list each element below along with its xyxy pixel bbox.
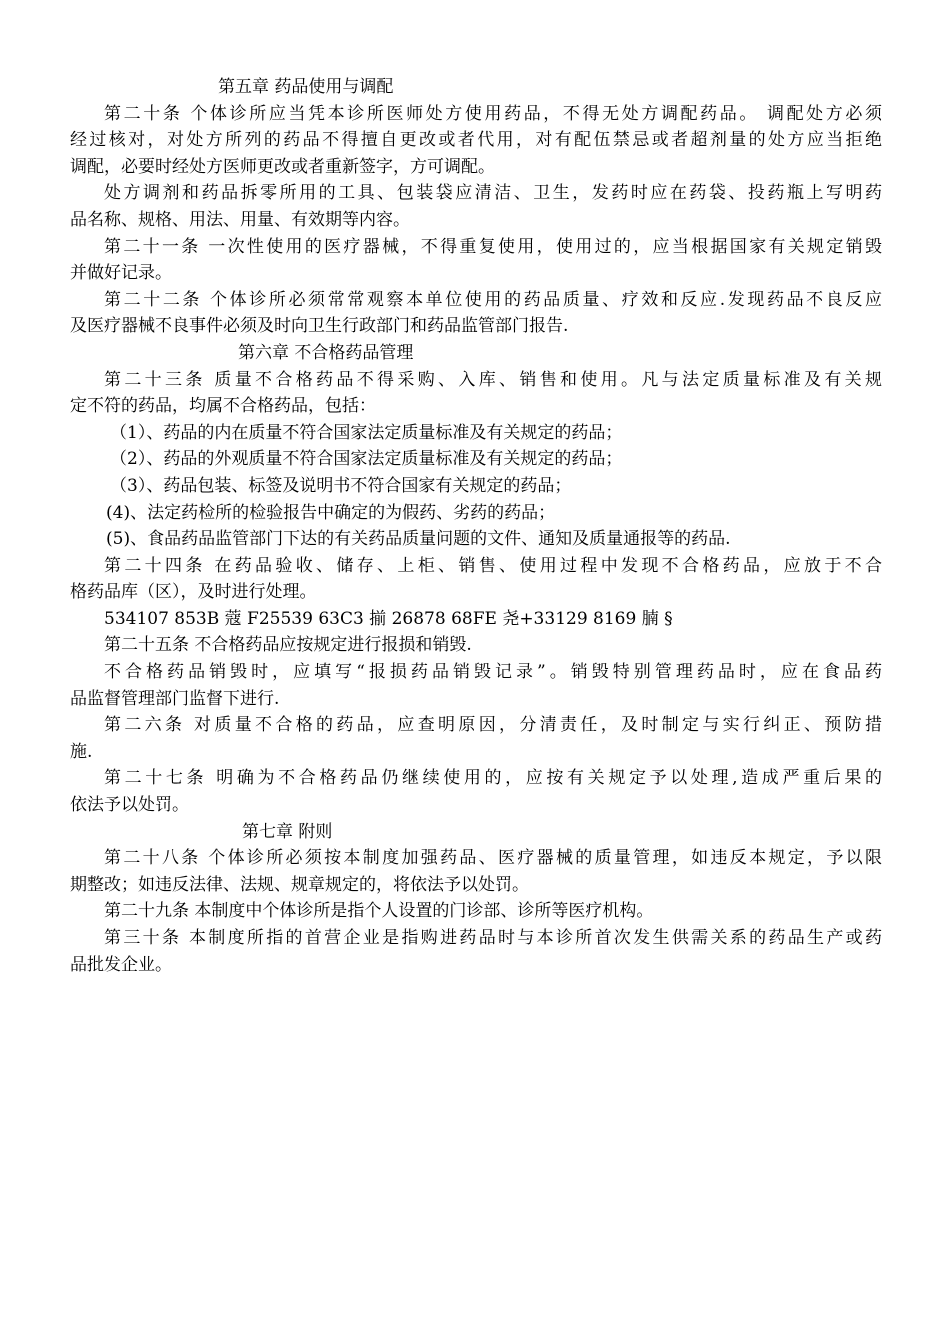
paragraph-line: 第二十条 个体诊所应当凭本诊所医师处方使用药品，不得无处方调配药品。 调配处方必须 — [104, 103, 882, 124]
paragraph-line: 定不符的药品，均属不合格药品，包括： — [70, 396, 376, 417]
chapter-heading: 第五章 药品使用与调配 — [218, 77, 394, 97]
paragraph-line: 第二六条 对质量不合格的药品，应查明原因，分清责任，及时制定与实行纠正、预防措 — [104, 715, 882, 736]
list-item: (5)、食品药品监管部门下达的有关药品质量问题的文件、通知及质量通报等的药品. — [106, 529, 731, 550]
paragraph-line: 第三十条 本制度所指的首营企业是指购进药品时与本诊所首次发生供需关系的药品生产或药 — [104, 928, 882, 948]
paragraph-line: 534107 853B 蔻 F25539 63C3 揃 26878 68FE 尧+33129 8169 腩 § — [104, 608, 673, 629]
paragraph-line: 第二十四条 在药品验收、储存、上柜、销售、使用过程中发现不合格药品，应放于不合 — [104, 555, 882, 576]
paragraph-line: 第二十二条 个体诊所必须常常观察本单位使用的药品质量、疗效和反应.发现药品不良反应 — [104, 289, 882, 310]
paragraph-line: 品名称、规格、用法、用量、有效期等内容。 — [70, 209, 410, 230]
list-item: （2）、药品的外观质量不符合国家法定质量标准及有关规定的药品； — [110, 449, 623, 470]
paragraph-line: 格药品库（区），及时进行处理。 — [70, 582, 317, 603]
list-item: (4)、法定药检所的检验报告中确定的为假药、劣药的药品； — [106, 502, 556, 523]
paragraph-line: 期整改；如违反法律、法规、规章规定的，将依法予以处罚。 — [70, 874, 529, 895]
paragraph-line: 第二十九条 本制度中个体诊所是指个人设置的门诊部、诊所等医疗机构。 — [104, 901, 654, 922]
paragraph-line: 施. — [70, 741, 93, 762]
document-body — [70, 74, 882, 978]
paragraph-line: 处方调剂和药品拆零所用的工具、包装袋应清洁、卫生，发药时应在药袋、投药瓶上写明药 — [104, 183, 882, 204]
paragraph-line: 调配，必要时经处方医师更改或者重新签字，方可调配。 — [70, 156, 495, 177]
paragraph-line: 品监督管理部门监督下进行. — [70, 688, 280, 709]
paragraph-line: 经过核对，对处方所列的药品不得擅自更改或者代用，对有配伍禁忌或者超剂量的处方应当拒绝 — [70, 130, 882, 151]
paragraph-line: 第二十五条 不合格药品应按规定进行报损和销毁. — [104, 635, 472, 656]
list-item: （1）、药品的内在质量不符合国家法定质量标准及有关规定的药品； — [110, 422, 623, 443]
chapter-heading: 第六章 不合格药品管理 — [238, 342, 414, 363]
paragraph-line: 第二十三条 质量不合格药品不得采购、入库、销售和使用。凡与法定质量标准及有关规 — [104, 369, 882, 390]
paragraph-line: 第二十一条 一次性使用的医疗器械，不得重复使用，使用过的，应当根据国家有关规定销毁 — [104, 236, 882, 257]
paragraph-line: 并做好记录。 — [70, 263, 172, 284]
paragraph-line: 依法予以处罚。 — [70, 795, 189, 816]
paragraph-line: 及医疗器械不良事件必须及时向卫生行政部门和药品监管部门报告. — [70, 316, 569, 337]
paragraph-line: 品批发企业。 — [70, 954, 172, 975]
list-item: （3）、药品包装、标签及说明书不符合国家有关规定的药品； — [110, 475, 572, 496]
paragraph-line: 第二十七条 明确为不合格药品仍继续使用的，应按有关规定予以处理,造成严重后果的 — [104, 768, 882, 789]
paragraph-line: 第二十八条 个体诊所必须按本制度加强药品、医疗器械的质量管理，如违反本规定，予以限 — [104, 848, 882, 869]
chapter-heading: 第七章 附则 — [242, 821, 333, 842]
paragraph-line: 不合格药品销毁时，应填写“报损药品销毁记录”。销毁特别管理药品时，应在食品药 — [104, 662, 882, 683]
